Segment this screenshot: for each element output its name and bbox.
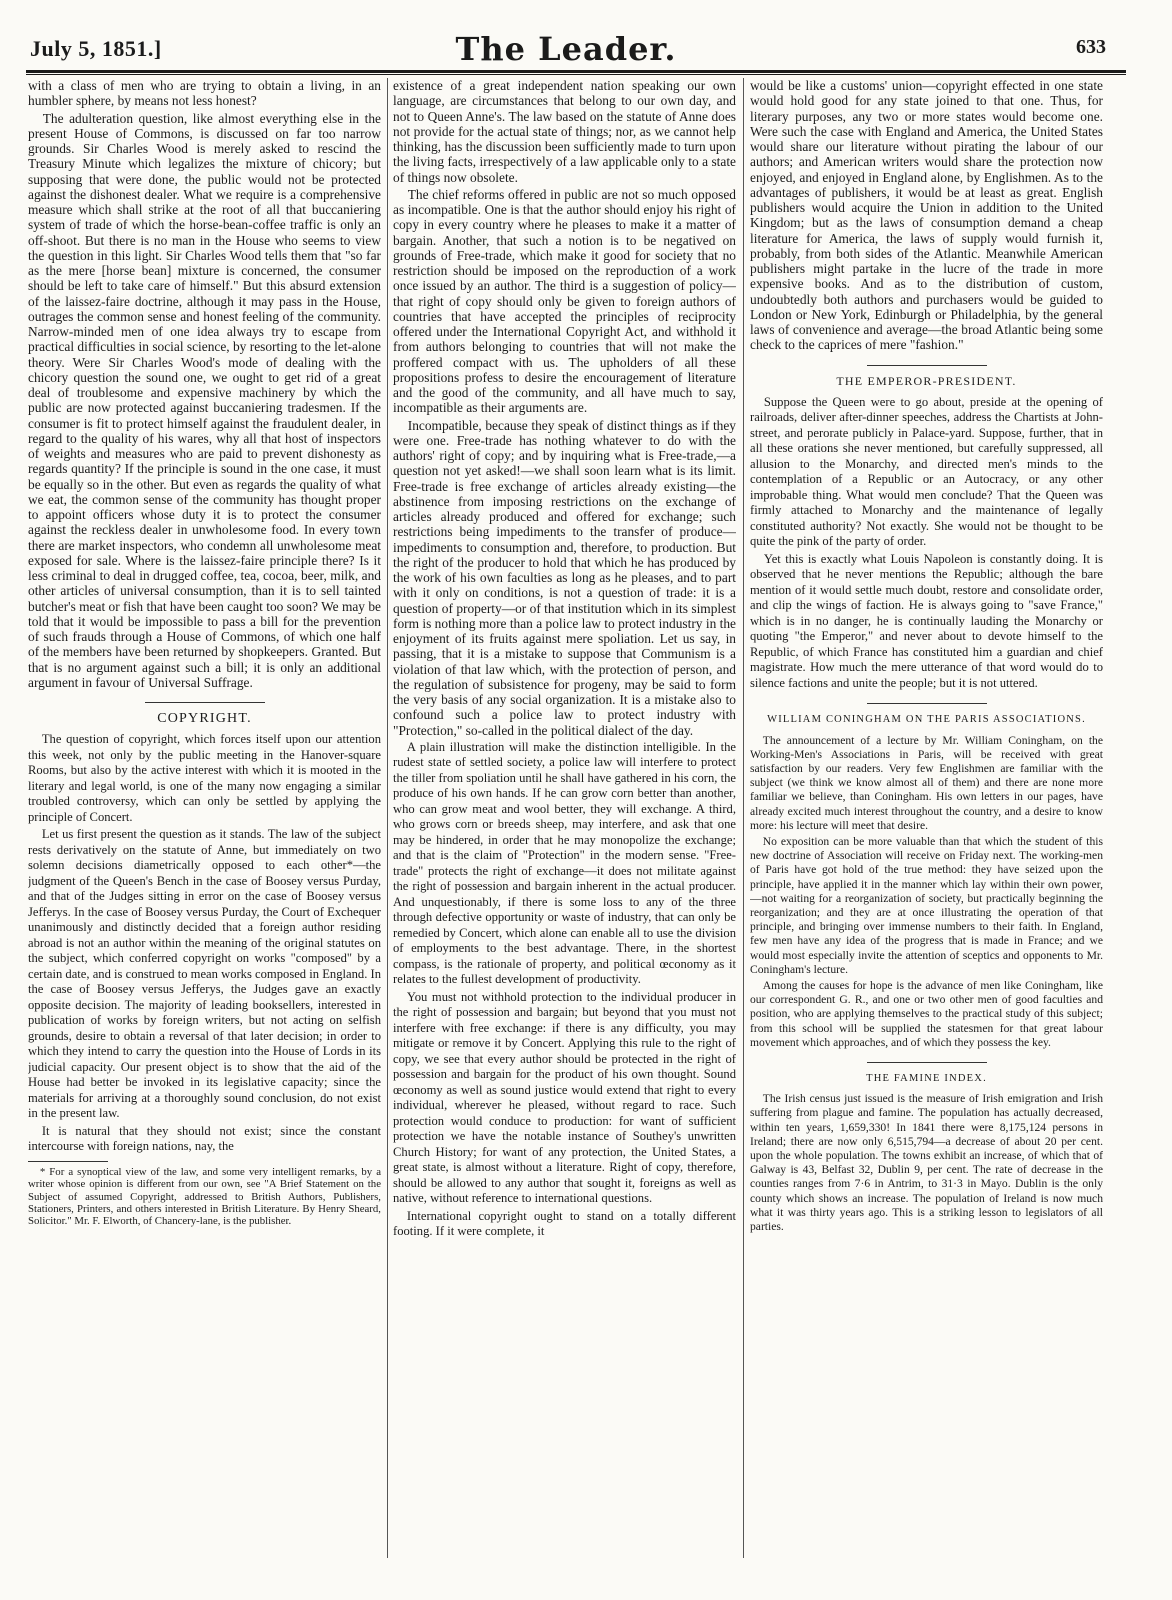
paragraph: The question of copyright, which forces itself upon our attention this week, not only by the public meeting in the Hanover-square Rooms, but also by the active interest with which it is mooted in the literary and legal world, is one of the many now engaging a similar troubled controversy, which can only be settled by applying the principle of Concert. <box>28 732 381 824</box>
issue-date: July 5, 1851.] <box>30 36 162 61</box>
section-divider <box>867 365 987 366</box>
paragraph: Among the causes for hope is the advance of men like Coningham, like our correspondent G. R., and one or two other men of good faculties and position, who are applying themselves to the practical study of this subject; from this school will be supplied the statesmen for that great labour movement which approaches, and of which they possess the key. <box>750 978 1103 1049</box>
paragraph: Suppose the Queen were to go about, preside at the opening of railroads, deliver after-dinner speeches, address the Chartists at John-street, and perorate publicly in Palace-yard. Suppose, further, that in all these orations she never mentioned, but carefully suppressed, all allusion to the Monarchy, and directed men's minds to the contemplation of a Republic or an Autocracy, or any other improbable thing. What would men conclude? That the Queen was firmly attached to Monarchy and the maintenance of legally constituted authority? Not exactly. She would not be thought to be quite the pink of the party of order. <box>750 394 1103 549</box>
paragraph: Incompatible, because they speak of distinct things as if they were one. Free-trade has nothing whatever to do with the authors' right of copy; and by inquiring what is Free-trade,—a question not yet asked!—we shall soon learn what is its limit. Free-trade is free exchange of articles already existing—the abstinence from imposing restrictions on the exchange of articles already produced and offered for exchange; such restrictions being impediments to the transfer of produce—impediments to consumption and, therefore, to production. But the right of the producer to hold that which he has produced by the work of his own faculties as long as he pleases, and to part with it only on conditions, is not a question of trade: it is a question of property—or of that institution which in its simplest form is nothing more than a police law to protect industry in the enjoyment of its fruits against mere spoliation. Let us say, in passing, that it is a mistake to suppose that Communism is a violation of that law which, with the protection of person, and the regulation of subsistence for progeny, may be said to form the very basis of any social organization. It is a mistake also to confound such a police law to protect industry with "Protection," so-called in the political dialect of the day. <box>393 417 736 738</box>
paragraph: The chief reforms offered in public are not so much opposed as incompatible. One is that the author should enjoy his right of copy in every country where he pleases to make it a matter of bargain. Another, that such a notion is to be negatived on grounds of Free-trade, which make it good for society that no restriction should be imposed on the reproduction of a work once issued by an author. The third is a suggestion of policy—that right of copy should only be given to foreign authors of countries that have accepted the principles of reciprocity offered under the International Copyright Act, and withhold it from authors belonging to countries that will not make the proffered compact with us. The upholders of all these propositions profess to desire the encouragement of literature and the good of the community, and all have much to say, incompatible as their arguments are. <box>393 186 736 416</box>
paragraph: No exposition can be more valuable than that which the student of this new doctrine of Association will receive on Friday next. The working-men of Paris have got hold of the true method: they have seized upon the principle, have applied it in the manner which lay within their own power,—not waiting for a reorganization of society, but practically beginning the reorganization; and they are at once illustrating the operation of that principle, and bringing over immense numbers to their faith. In England, few men have any idea of the progress that is made in France; and we would most especially invite the attention of sceptics and opponents to Mr. Coningham's lecture. <box>750 834 1103 976</box>
copyright-heading: COPYRIGHT. <box>157 711 252 726</box>
column-3 <box>750 78 1103 1568</box>
masthead-title: The Leader. <box>455 30 677 68</box>
section-divider <box>867 1062 987 1063</box>
paragraph: It is natural that they should not exist; since the constant intercourse with foreign nations, nay, the <box>28 1123 381 1154</box>
paragraph: with a class of men who are trying to obtain a living, in an humbler sphere, by means not less honest? <box>28 78 381 109</box>
paragraph: would be like a customs' union—copyright effected in one state would hold good for any state joined to that one. Thus, for literary purposes, any two or more states would become one. Were such the case with England and America, the United States would share our literature without pirating the labour of our authors; and American writers would share the protection now enjoyed, and enjoyed in England alone, by Englishmen. As to the advantages of publishers, it would be at least as great. English publishers would acquire the Union in addition to the United Kingdom; but as the laws of consumption demand a cheap literature for America, the laws of supply would furnish it, probably, from both sides of the Atlantic. Meanwhile American publishers might partake in the lucre of the trade in more expensive books. And as to the distribution of custom, undoubtedly both authors and purchasers would be guided to London or New York, Edinburgh or Philadelphia, by the general laws of convenience and average—the broad Atlantic being some check to the caprices of mere "fashion." <box>750 78 1103 353</box>
footnote-divider <box>28 1161 108 1162</box>
column-1 <box>28 78 381 1568</box>
paragraph: International copyright ought to stand on a totally different footing. If it were complete, it <box>393 1208 736 1239</box>
paragraph: You must not withhold protection to the individual producer in the right of possession and bargain; but beyond that you must not interfere with free exchange: if there is any difficulty, you may mitigate or remove it by Concert. Applying this rule to the right of copy, we see that every author should be protected in the right of possession and bargain for the product of his own thought. Sound œconomy as well as sound justice would extend that right to every individual, wherever he pleased, without regard to race. Such protection would conduce to production: for want of sufficient protection we have the notable instance of Southey's unwritten Church History; for want of any protection, the United States, a great state, is almost without a literature. Right of copy, therefore, should be allowed to any author that sought it, foreigns as well as native, without reference to international questions. <box>393 989 736 1206</box>
column-divider-2 <box>743 78 744 1558</box>
column-2 <box>393 78 736 1568</box>
famine-index-heading: THE FAMINE INDEX. <box>866 1072 987 1084</box>
header-rule-thin <box>26 74 1126 75</box>
emperor-president-heading: THE EMPEROR-PRESIDENT. <box>836 373 1017 388</box>
paragraph: Let us first present the question as it stands. The law of the subject rests derivatively on the statute of Anne, but immediately on two solemn decisions diametrically opposed to each other*—the judgment of the Queen's Bench in the case of Boosey versus Purday, and that of the Judges sitting in error on the case of Boosey versus Jefferys. In the case of Boosey versus Purday, the Court of Exchequer unanimously and distinctly decided that a foreign author residing abroad is not an author within the meaning of the original statutes on the subject, which conferred copyright on works "composed" by a certain date, and is construed to mean works composed in England. In the case of Boosey versus Jefferys, the Judges gave an exactly opposite decision. The majority of leading booksellers, interested in publication of works by foreign writers, but not acting on selfish grounds, desire to obtain a reversal of that later decision; in order to which they intend to carry the question into the House of Lords in its judicial capacity. Our present object is to show that the aid of the House had better be invoked in its legislative capacity; since the materials for arriving at a thoroughly sound conclusion, do not exist in the present law. <box>28 827 381 1121</box>
section-divider <box>145 702 265 703</box>
paragraph: The Irish census just issued is the measure of Irish emigration and Irish suffering from plague and famine. The population has actually decreased, within ten years, 1,659,330! In 1841 there were 8,175,124 persons in Ireland; there are now only 6,515,794—a decrease of about 20 per cent. upon the whole population. The towns exhibit an increase, of which that of Galway is 43, Belfast 32, Dublin 9, per cent. The rate of decrease in the counties ranges from 7·6 in Antrim, to 31·3 in Mayo. Dublin is the only county which shows an increase. The population of Ireland is now much what it was thirty years ago. This is a striking lesson to legislators of all parties. <box>750 1092 1103 1234</box>
header-rule-thick <box>26 70 1126 73</box>
paragraph: The adulteration question, like almost everything else in the present House of Commons, is discussed on far too narrow grounds. Sir Charles Wood is merely asked to rescind the Treasury Minute which legalizes the mixture of chicory; but supposing that were done, the public would not be protected against the dishonest dealer. What we require is a comprehensive measure which shall strike at the root of all that buccaniering system of trade of which the horse-bean-coffee traffic is only an off-shoot. But there is no man in the House who seems to view the question in this light. Sir Charles Wood tells them that "so far as the mere [horse bean] mixture is concerned, the consumer should be left to take care of himself." But this absurd extension of the laissez-faire doctrine, although it may pass in the House, outrages the common sense and honest feeling of the community. Narrow-minded men of one idea always try to escape from practical difficulties in social science, by resorting to the let-alone theory. Were Sir Charles Wood's mode of dealing with the chicory question the sound one, we ought to get rid of a great deal of troublesome and expensive machinery by which the public are now protected against buccaniering tradesmen. If the consumer is fit to protect himself against the fraudulent dealer, in regard to the quality of his wares, why all that host of inspectors of weights and measures who are paid to prevent dishonesty as regards quantity? If the principle is sound in the one case, it must be equally so in the other. But even as regards the quality of what we eat, the common sense of the community has thought proper to appoint officers whose duty it is to protect the consumer against the reckless dealer in unwholesome food. In every town there are market inspectors, who condemn all unwholesome meat exposed for sale. Where is the laissez-faire principle there? Is it less criminal to deal in drugged coffee, tea, cocoa, beer, milk, and other articles of universal consumption, than it is to sell tainted butcher's meat or fish that have been caught too soon? We may be told that it would be impossible to pass a bill for the prevention of such frauds through a House of Commons, of which one half of the members have been returned by shopkeepers. Granted. But that is no argument against such a bill; it is only an additional argument in favour of Universal Suffrage. <box>28 110 381 690</box>
coningham-heading: WILLIAM CONINGHAM ON THE PARIS ASSOCIATIONS. <box>767 714 1086 726</box>
page-number: 633 <box>1076 36 1106 58</box>
page-header <box>26 30 1106 72</box>
paragraph: existence of a great independent nation speaking our own language, are circumstances that belong to our own day, and not to Queen Anne's. The law based on the statute of Anne does not provide for the actual state of things; nor, as we cannot help thinking, has the discussion been sufficiently made to turn upon the living facts, irrespectively of a law applicable only to a state of things now obsolete. <box>393 78 736 185</box>
footnote: * For a synoptical view of the law, and some very intelligent remarks, by a writer whose opinion is different from our own, see "A Brief Statement on the Subject of assumed Copyright, addressed to British Authors, Publishers, Stationers, Printers, and others interested in British Literature. By Henry Sheard, Solicitor." Mr. F. Elworth, of Chancery-lane, is the publisher. <box>28 1165 381 1228</box>
paragraph: The announcement of a lecture by Mr. William Coningham, on the Working-Men's Associations in Paris, will be received with great satisfaction by our readers. Very few Englishmen are familiar with the subject (we think we know almost all of them) and there are none more familiar we believe, than Coningham. His own letters in our pages, have already excited much interest throughout the country, and a desire to know more: his lecture will meet that desire. <box>750 733 1103 832</box>
paragraph: Yet this is exactly what Louis Napoleon is constantly doing. It is observed that he never mentions the Republic; although the bare mention of it would settle much doubt, restore and consolidate order, and clip the wings of faction. He is always going to "save France," which is in no danger, he is continually lauding the Monarchy or quoting "the Emperor," and never about to devote himself to the Republic, of which France has constituted him a guardian and chief magistrate. How much the mere utterance of that word would do to silence factions and unite the people; but it is not uttered. <box>750 551 1103 690</box>
section-divider <box>867 703 987 704</box>
column-divider-1 <box>387 78 388 1558</box>
paragraph: A plain illustration will make the distinction intelligible. In the rudest state of settled society, a police law will interfere to protect the tiller from spoliation until he shall have gathered in his corn, the produce of his own hands. If he can grow corn better than another, who can grow meat and wool better, they will exchange. A third, who grows corn or breeds sheep, may interfere, and ask that one may be hindered, in order that he may monopolize the exchange; and that is the claim of "Protection" in the modern sense. "Free-trade" protects the right of exchange—it does not militate against the right of possession and bargain inherent in the actual producer. And unquestionably, if there is some loss to any of the three through defective opportunity or waste of industry, that can only be remedied by Concert, which alone can enable all to use the division of employments to the best advantage. There, in the shortest compass, is the rationale of property, and political œconomy as it relates to the fullest development of productivity. <box>393 739 736 987</box>
